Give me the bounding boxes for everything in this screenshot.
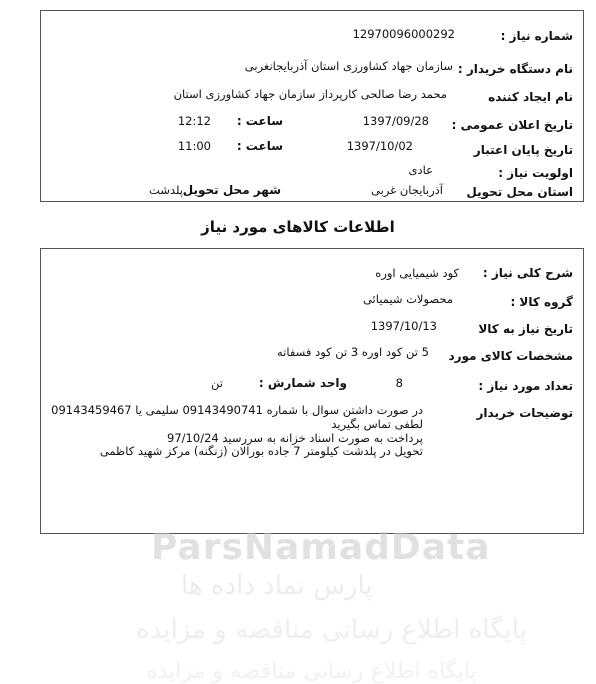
group-label: گروه کالا : [510, 295, 573, 309]
goods-box [40, 248, 584, 684]
watermark-line3: پایگاه اطلاع رسانی مناقصه و مزایده [146, 659, 477, 684]
priority-value: عادی [408, 163, 433, 177]
buyer-org-value: سازمان جهاد کشاورزی استان آذربایجانغربی [244, 59, 453, 73]
buyer-notes-label: توضیحات خریدار [476, 406, 573, 420]
public-date-label: تاریخ اعلان عمومی : [451, 118, 573, 132]
section-title: اطلاعات کالاهای مورد نیاز [201, 218, 395, 236]
priority-label: اولویت نیاز : [498, 166, 573, 180]
group-value: محصولات شیمیائی [362, 292, 453, 306]
need-date-label: تاریخ نیاز به کالا [478, 322, 573, 336]
public-time-label: ساعت : [236, 114, 283, 128]
validity-time-label: ساعت : [236, 139, 283, 153]
validity-time-value: 11:00 [177, 139, 211, 153]
description-label: شرح کلی نیاز : [482, 266, 573, 280]
need-date-value: 1397/10/13 [370, 319, 437, 333]
need-header-box [40, 10, 584, 202]
quantity-label: تعداد مورد نیاز : [478, 379, 573, 393]
buyer-notes-line-3: تحویل در پلدشت کیلومتر 7 جاده بورالان (زنگنه) مرکز شهید کاظمی [99, 444, 423, 458]
public-time-value: 12:12 [177, 114, 211, 128]
buyer-notes-line-1: در صورت داشتن سوال با شماره 09143490741 سلیمی یا 09143459467 لطفی تماس بگیرید [51, 403, 423, 431]
buyer-org-label: نام دستگاه خریدار : [457, 62, 573, 76]
creator-value: محمد رضا صالحی کارپرداز سازمان جهاد کشاورزی استان [173, 87, 447, 101]
unit-value: تن [211, 376, 223, 390]
watermark-line2: پایگاه اطلاع رسانی مناقصه و مزایده [136, 615, 527, 645]
specs-value: 5 تن کود اوره 3 تن کود فسفاته [276, 345, 429, 359]
city-value: پلدشت [149, 183, 183, 197]
creator-label: نام ایجاد کننده [488, 90, 573, 104]
province-label: استان محل تحویل [466, 185, 573, 199]
quantity-value: 8 [395, 376, 403, 390]
public-date-value: 1397/09/28 [362, 114, 429, 128]
watermark-brand: ParsNamadData [151, 527, 491, 568]
unit-label: واحد شمارش : [258, 376, 347, 390]
description-value: کود شیمیایی اوره [375, 266, 459, 280]
validity-date-label: تاریخ پایان اعتبار [473, 143, 573, 157]
buyer-notes-line-2: پرداخت به صورت اسناد خزانه به سررسید 97/10/24 [167, 431, 423, 445]
need-number-value: 12970096000292 [352, 27, 455, 41]
need-number-label: شماره نیاز : [500, 29, 573, 43]
province-value: آذربایجان غربی [371, 183, 443, 197]
city-label: شهر محل تحویل [182, 183, 281, 197]
validity-date-value: 1397/10/02 [346, 139, 413, 153]
specs-label: مشخصات کالای مورد [448, 349, 573, 363]
watermark-line1: پارس نماد داده ها [181, 571, 373, 601]
